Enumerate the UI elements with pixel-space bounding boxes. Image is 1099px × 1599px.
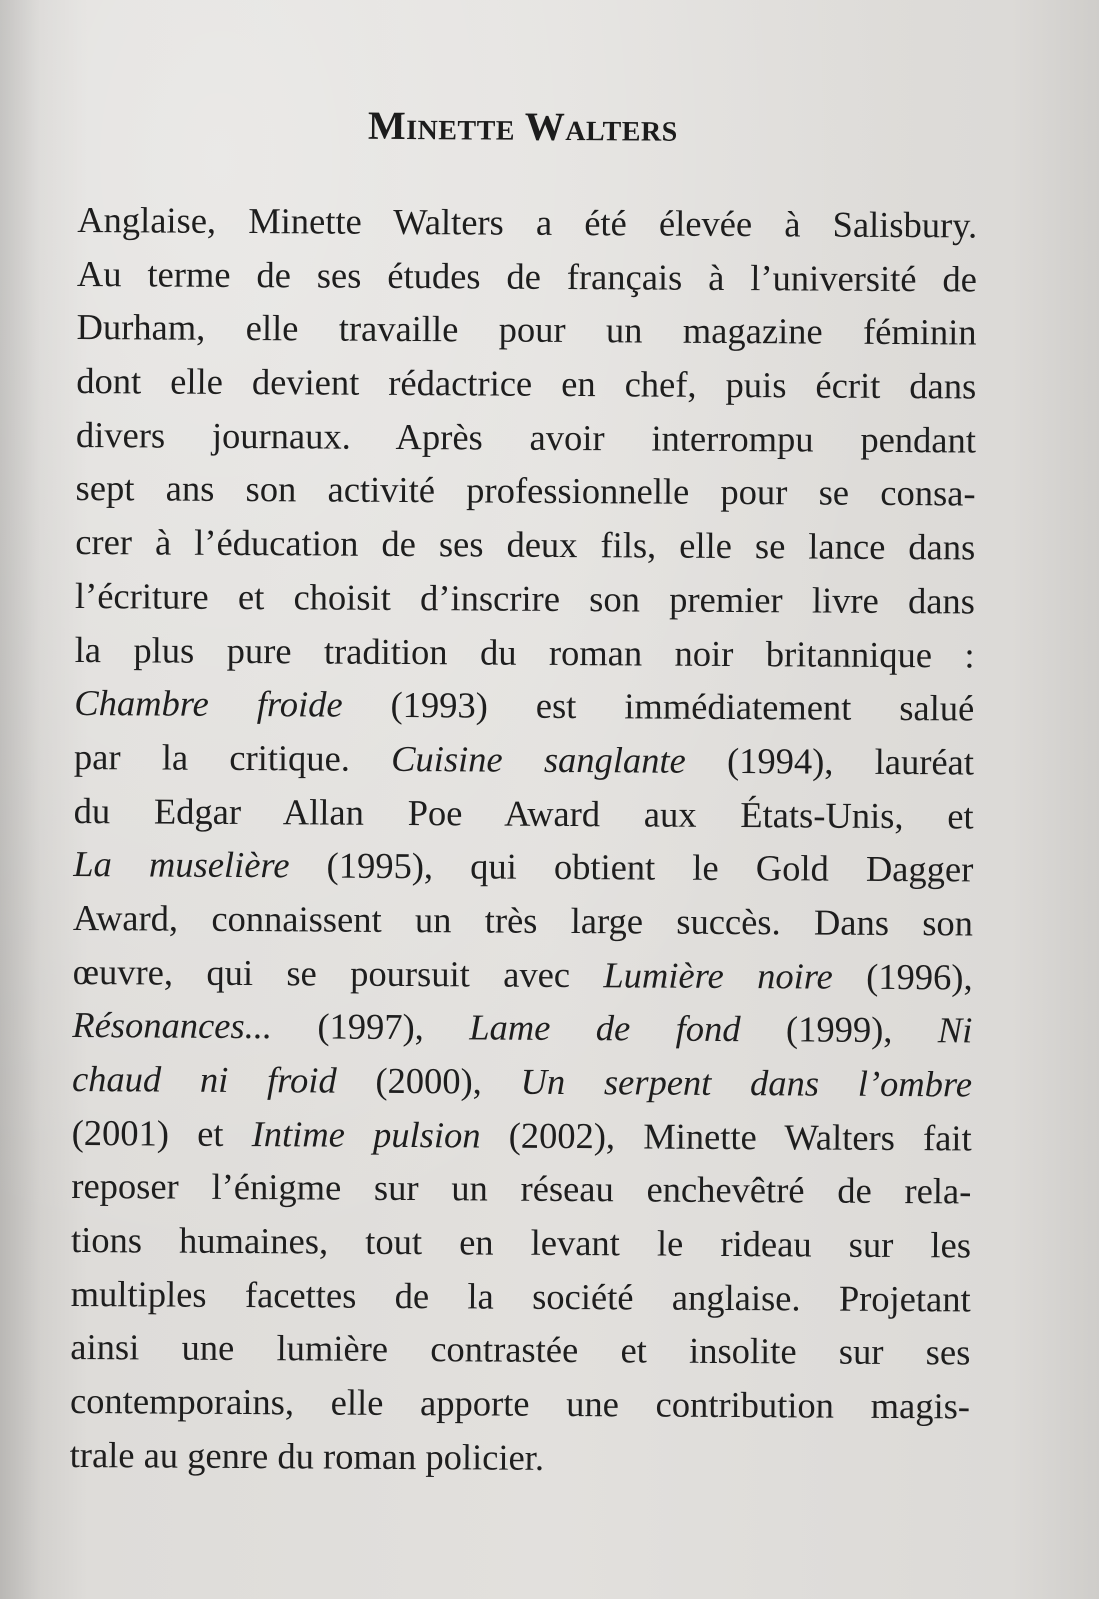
bio-line: Au terme de ses études de français à l’université de: [76, 252, 978, 300]
bio-line: Résonances... (1997), Lame de fond (1999), Ni: [72, 1004, 973, 1051]
bio-line: Durham, elle travaille pour un magazine féminin: [76, 306, 977, 353]
book-title: Cuisine sanglante: [391, 737, 686, 781]
bio-line: trale au genre du roman policier.: [69, 1433, 545, 1478]
bio-line: (2001) et Intime pulsion (2002), Minette Walters fait: [71, 1111, 972, 1159]
book-title: La muselière: [73, 843, 290, 886]
bio-line: Chambre froide (1993) est immédiatement salué: [74, 682, 975, 729]
bio-line: La muselière (1995), qui obtient le Gold Dagger: [73, 843, 974, 890]
book-title: Lame de fond: [469, 1006, 741, 1050]
book-title: Lumière noire: [603, 953, 833, 997]
bio-line: multiples facettes de la société anglaise. Projetant: [70, 1272, 971, 1320]
bio-line: dont elle devient rédactrice en chef, puis écrit dans: [76, 360, 977, 407]
page-content: [70, 100, 978, 1487]
bio-line: ainsi une lumière contrastée et insolite sur ses: [70, 1326, 971, 1373]
bio-line: Award, connaissent un très large succès. Dans son: [72, 896, 974, 944]
bio-line: reposer l’énigme sur un réseau enchevêtré de rela-: [71, 1165, 972, 1212]
bio-line: divers journaux. Après avoir interrompu pendant: [75, 413, 977, 461]
author-biography: [70, 193, 978, 1487]
bio-line: tions humaines, tout en levant le rideau sur les: [70, 1219, 972, 1266]
bio-line: la plus pure tradition du roman noir britannique :: [74, 628, 975, 675]
book-title: Chambre froide: [74, 682, 343, 725]
bio-line: contemporains, elle apporte une contribution magis-: [69, 1380, 971, 1427]
bio-line: sept ans son activité professionnelle pour se consa-: [75, 467, 976, 514]
author-heading: Minette Walters: [367, 102, 678, 150]
book-title: chaud ni froid: [71, 1057, 337, 1101]
bio-line: l’écriture et choisit d’inscrire son premier livre dans: [74, 574, 976, 622]
bio-line: par la critique. Cuisine sanglante (1994), lauréat: [73, 735, 975, 783]
bio-line: Anglaise, Minette Walters a été élevée à Salisbury.: [77, 198, 978, 246]
book-title: Résonances...: [72, 1004, 273, 1047]
bio-line: chaud ni froid (2000), Un serpent dans l’ombre: [71, 1057, 973, 1105]
bio-line: du Edgar Allan Poe Award aux États-Unis, et: [73, 789, 974, 837]
book-title: Un serpent dans l’ombre: [520, 1060, 973, 1105]
book-title: Intime pulsion: [251, 1112, 481, 1156]
book-title: Ni: [937, 1009, 973, 1051]
page-gutter-shadow: [0, 0, 40, 1599]
bio-line: crer à l’éducation de ses deux fils, elle se lance dans: [75, 521, 976, 568]
bio-line: œuvre, qui se poursuit avec Lumière noire (1996),: [72, 950, 973, 998]
